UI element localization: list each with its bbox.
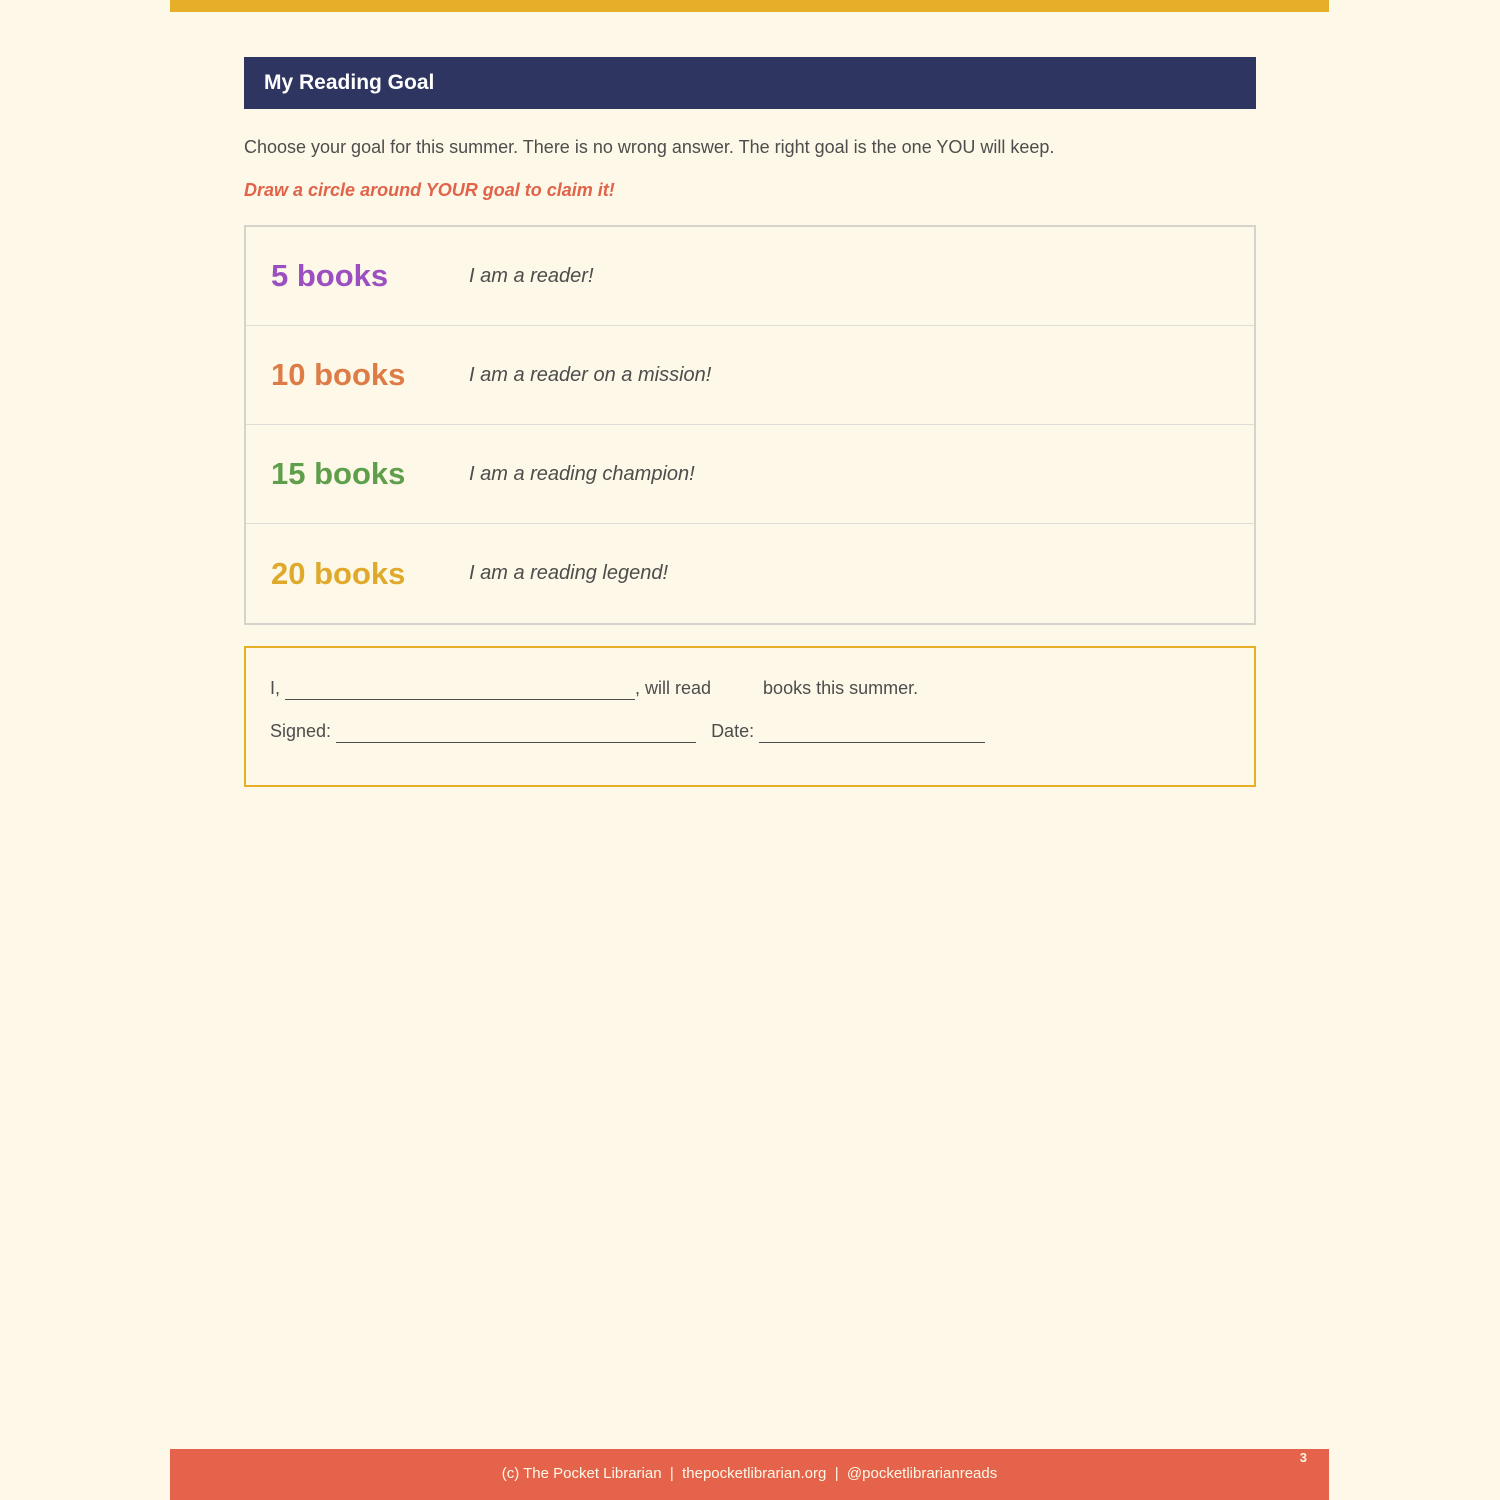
- goal-table: [244, 225, 1256, 625]
- intro-text: Choose your goal for this summer. There is no wrong answer. The right goal is the one YOU will keep.: [244, 137, 1055, 157]
- goal-count: 20 books: [271, 555, 406, 591]
- goal-description: I am a reading legend!: [469, 562, 669, 584]
- instruction-text: Draw a circle around YOUR goal to claim it!: [244, 180, 615, 200]
- signature-line: [270, 719, 1254, 743]
- main-content: [244, 57, 1256, 787]
- goal-description: I am a reader on a mission!: [469, 363, 712, 386]
- date-blank[interactable]: [759, 722, 985, 743]
- top-accent-bar: [170, 0, 1329, 12]
- goal-count: 15 books: [271, 456, 406, 491]
- footer-bar: [170, 1449, 1329, 1500]
- goal-count: 10 books: [271, 357, 406, 392]
- date-label: Date:: [711, 721, 755, 741]
- pledge-statement: [270, 676, 1254, 700]
- section-title: My Reading Goal: [244, 57, 1256, 109]
- goal-description: I am a reading champion!: [469, 462, 695, 485]
- pledge-name-prefix: I,: [270, 678, 281, 698]
- pledge-books-suffix: books this summer.: [763, 678, 919, 698]
- goal-count: 5 books: [271, 258, 389, 293]
- goal-option-10[interactable]: [246, 326, 1254, 425]
- footer-credits: (c) The Pocket Librarian | thepocketlibrarian.org | @pocketlibrarianreads: [501, 1465, 998, 1482]
- goal-description: I am a reader!: [469, 264, 594, 287]
- name-blank[interactable]: [285, 679, 635, 700]
- pledge-will-read: , will read: [635, 678, 712, 698]
- pledge-box: [244, 646, 1256, 787]
- goal-option-15[interactable]: [246, 425, 1254, 524]
- goal-option-5[interactable]: [246, 227, 1254, 326]
- signature-blank[interactable]: [336, 722, 696, 743]
- goal-option-20[interactable]: [246, 524, 1254, 623]
- book-count-blank[interactable]: [711, 680, 756, 700]
- signed-label: Signed:: [270, 721, 332, 741]
- page-number: 3: [1299, 1450, 1307, 1465]
